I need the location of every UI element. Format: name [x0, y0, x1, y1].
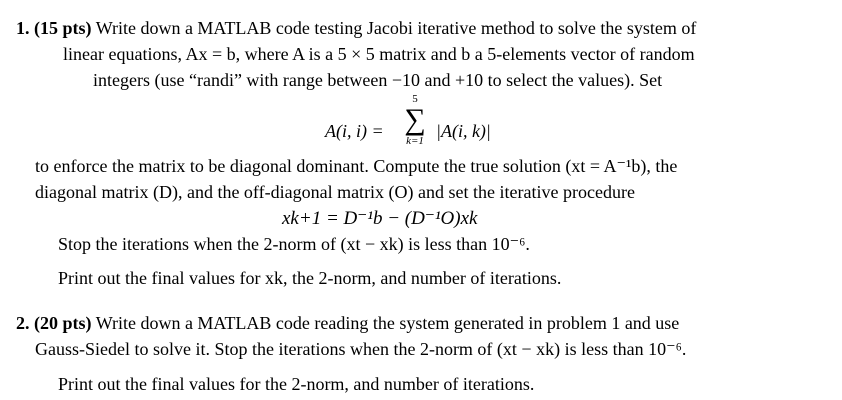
problem-1-line-4: to enforce the matrix to be diagonal dominant. Compute the true solution (xt = A⁻¹b), the: [35, 156, 678, 176]
problem-1-number: 1.: [16, 18, 30, 38]
sum-upper-limit: 5: [412, 93, 418, 105]
sigma-symbol: ∑: [404, 103, 426, 136]
equation-lhs: A(i, i) =: [325, 121, 384, 141]
problem-2-line-3: Print out the final values for the 2-norm, and number of iterations.: [58, 374, 535, 394]
sum-lower-limit: k=1: [406, 135, 424, 147]
problem-1-line-1-text: Write down a MATLAB code testing Jacobi iterative method to solve the system of: [95, 18, 697, 38]
problem-1-line-2: linear equations, Ax = b, where A is a 5 × 5 matrix and b a 5-elements vector of random: [63, 44, 695, 64]
problem-1-line-6: Stop the iterations when the 2-norm of (xt − xk) is less than 10⁻⁶.: [58, 234, 530, 254]
problem-2-line-1: [16, 312, 679, 334]
problem-1-line-3: integers (use “randi” with range between −10 and +10 to select the values). Set: [93, 70, 663, 90]
problem-2-points: (20 pts): [34, 313, 92, 333]
problem-2-line-2: Gauss-Siedel to solve it. Stop the iterations when the 2-norm of (xt − xk) is less than 10⁻⁶.: [35, 339, 687, 359]
problem-2-number: 2.: [16, 313, 30, 333]
problem-1-line-5: diagonal matrix (D), and the off-diagonal matrix (O) and set the iterative procedure: [35, 182, 635, 202]
iteration-formula: xk+1 = D⁻¹b − (D⁻¹O)xk: [282, 208, 478, 229]
summation: [397, 93, 433, 147]
problem-2-line-1-text: Write down a MATLAB code reading the system generated in problem 1 and use: [95, 313, 680, 333]
problem-1-line-1: [16, 17, 696, 39]
equation-rhs: |A(i, k)|: [436, 121, 491, 141]
problem-1-points: (15 pts): [34, 18, 92, 38]
problem-1-line-7: Print out the final values for xk, the 2-norm, and number of iterations.: [58, 268, 562, 288]
